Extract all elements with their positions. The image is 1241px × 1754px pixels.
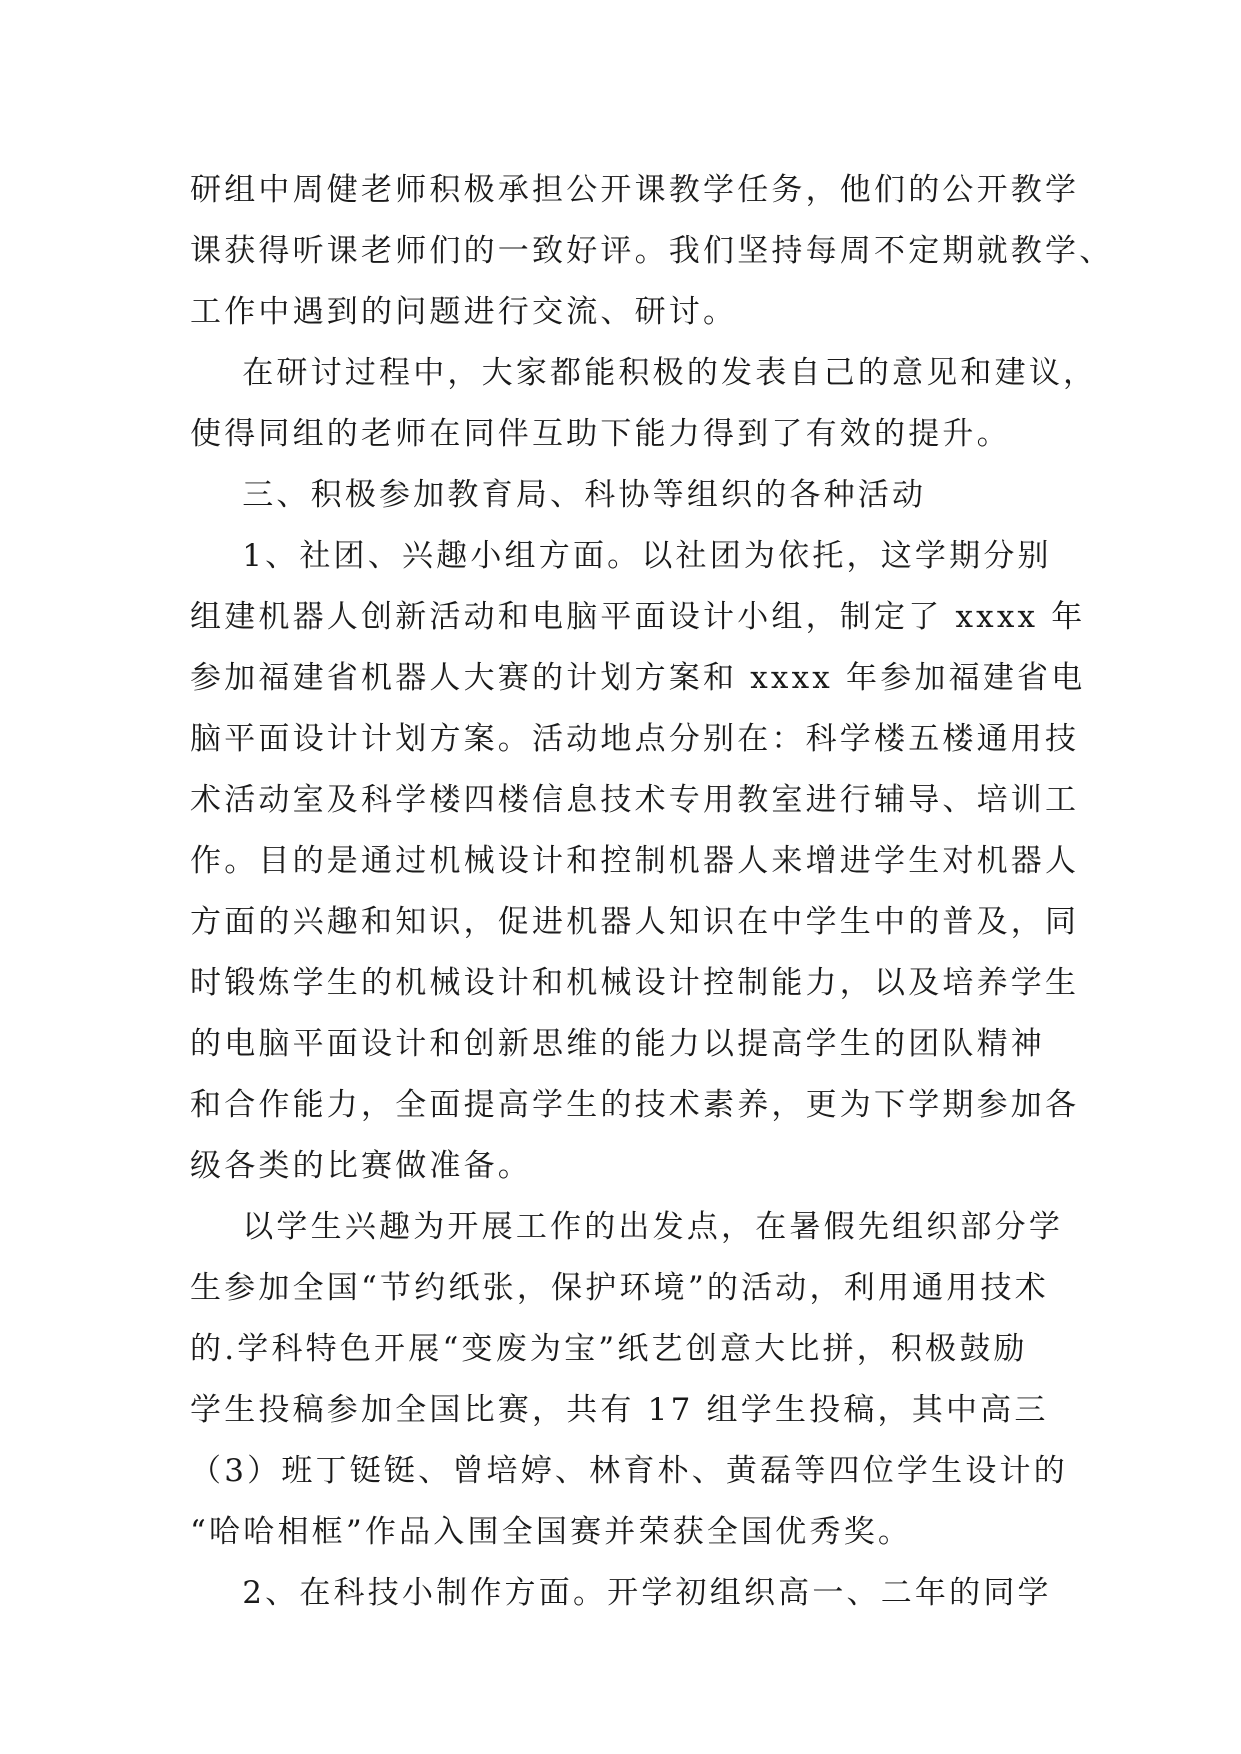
text-line: （3）班丁铤铤、曾培婷、林育朴、黄磊等四位学生设计的 — [190, 1453, 1068, 1489]
text-line: 研组中周健老师积极承担公开课教学任务，他们的公开教学 — [190, 172, 1080, 208]
text-line: 工作中遇到的问题进行交流、研讨。 — [190, 294, 738, 330]
text-line: 的.学科特色开展“变废为宝”纸艺创意大比拼，积极鼓励 — [190, 1331, 1028, 1367]
text-line: 术活动室及科学楼四楼信息技术专用教室进行辅导、培训工 — [190, 782, 1080, 818]
text-line: 使得同组的老师在同伴互助下能力得到了有效的提升。 — [190, 416, 1011, 452]
text-line: “哈哈相框”作品入围全国赛并荣获全国优秀奖。 — [190, 1514, 913, 1550]
text-line: 组建机器人创新活动和电脑平面设计小组，制定了 xxxx 年 — [190, 599, 1086, 635]
text-line: 时锻炼学生的机械设计和机械设计控制能力，以及培养学生 — [190, 965, 1080, 1001]
text-line: 脑平面设计计划方案。活动地点分别在：科学楼五楼通用技 — [190, 721, 1080, 757]
text-line: 1、社团、兴趣小组方面。以社团为依托，这学期分别 — [190, 538, 1052, 574]
text-line: 生参加全国“节约纸张，保护环境”的活动，利用通用技术 — [190, 1270, 1049, 1306]
text-line: 2、在科技小制作方面。开学初组织高一、二年的同学 — [190, 1575, 1052, 1611]
text-line: 在研讨过程中，大家都能积极的发表自己的意见和建议， — [190, 355, 1098, 391]
text-line: 方面的兴趣和知识，促进机器人知识在中学生中的普及，同 — [190, 904, 1080, 940]
text-line: 参加福建省机器人大赛的计划方案和 xxxx 年参加福建省电 — [190, 660, 1086, 696]
text-line: 级各类的比赛做准备。 — [190, 1148, 532, 1184]
text-line: 以学生兴趣为开展工作的出发点，在暑假先组织部分学 — [190, 1209, 1064, 1245]
text-line: 课获得听课老师们的一致好评。我们坚持每周不定期就教学、 — [190, 233, 1114, 269]
document-body — [190, 160, 1114, 1624]
text-line: 作。目的是通过机械设计和控制机器人来增进学生对机器人 — [190, 843, 1080, 879]
text-line: 的电脑平面设计和创新思维的能力以提高学生的团队精神 — [190, 1026, 1045, 1062]
text-line: 学生投稿参加全国比赛，共有 17 组学生投稿，其中高三 — [190, 1392, 1049, 1428]
section-heading: 三、积极参加教育局、科协等组织的各种活动 — [190, 477, 927, 513]
text-line: 和合作能力，全面提高学生的技术素养，更为下学期参加各 — [190, 1087, 1080, 1123]
